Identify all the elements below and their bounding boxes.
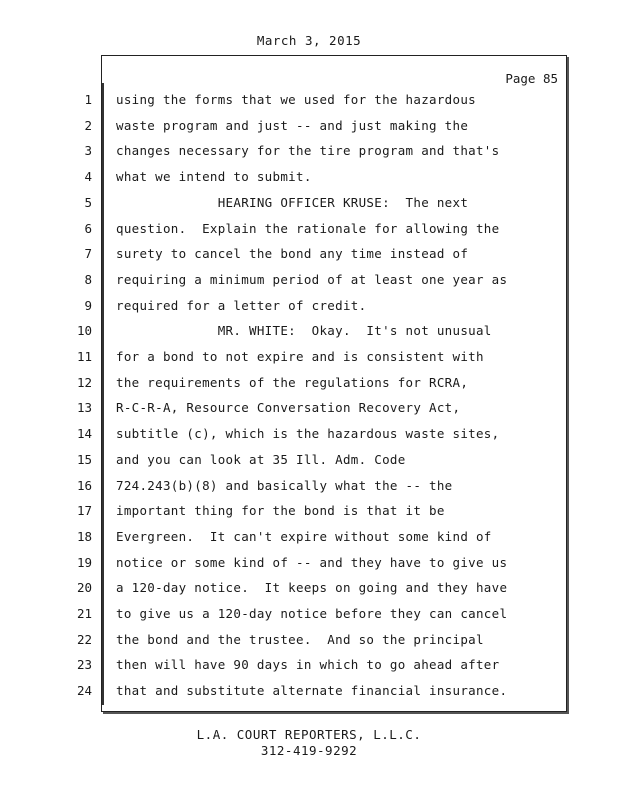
line-text: a 120-day notice. It keeps on going and they have (116, 580, 508, 595)
line-text: waste program and just -- and just making the (116, 118, 469, 133)
page-number: Page 85 (505, 71, 558, 86)
line-text: changes necessary for the tire program and that's (116, 143, 500, 158)
line-number: 16 (76, 478, 92, 493)
line-text: to give us a 120-day notice before they can cancel (116, 606, 508, 621)
line-number: 1 (84, 92, 92, 107)
line-text: using the forms that we used for the hazardous (116, 92, 476, 107)
line-number: 18 (76, 529, 92, 544)
line-number: 17 (76, 503, 92, 518)
line-text: requiring a minimum period of at least one year as (116, 272, 508, 287)
line-number: 8 (84, 272, 92, 287)
line-number: 20 (76, 580, 92, 595)
line-number: 22 (76, 632, 92, 647)
line-text: then will have 90 days in which to go ahead after (116, 657, 500, 672)
margin-rule (102, 83, 104, 705)
line-text: Evergreen. It can't expire without some kind of (116, 529, 492, 544)
line-number: 2 (84, 118, 92, 133)
line-number: 19 (76, 555, 92, 570)
line-number: 14 (76, 426, 92, 441)
line-number: 24 (76, 683, 92, 698)
line-number: 9 (84, 298, 92, 313)
line-text: R-C-R-A, Resource Conversation Recovery Act, (116, 400, 461, 415)
line-number: 3 (84, 143, 92, 158)
line-text: what we intend to submit. (116, 169, 312, 184)
line-number: 7 (84, 246, 92, 261)
line-text: subtitle (c), which is the hazardous waste sites, (116, 426, 500, 441)
line-number: 13 (76, 400, 92, 415)
line-text: the bond and the trustee. And so the principal (116, 632, 484, 647)
reporter-company: L.A. COURT REPORTERS, L.L.C. (196, 727, 422, 742)
line-text: important thing for the bond is that it be (116, 503, 445, 518)
line-number: 5 (84, 195, 92, 210)
line-number: 23 (76, 657, 92, 672)
line-number: 6 (84, 221, 92, 236)
line-number: 21 (76, 606, 92, 621)
line-number: 15 (76, 452, 92, 467)
reporter-phone: 312-419-9292 (260, 743, 358, 758)
line-text: required for a letter of credit. (116, 298, 367, 313)
line-text: MR. WHITE: Okay. It's not unusual (116, 323, 492, 338)
line-text: question. Explain the rationale for allowing the (116, 221, 500, 236)
line-text: and you can look at 35 Ill. Adm. Code (116, 452, 406, 467)
line-text: the requirements of the regulations for RCRA, (116, 375, 469, 390)
line-number: 10 (76, 323, 92, 338)
line-text: 724.243(b)(8) and basically what the -- the (116, 478, 453, 493)
line-number: 4 (84, 169, 92, 184)
line-number: 12 (76, 375, 92, 390)
line-number: 11 (76, 349, 92, 364)
line-text: HEARING OFFICER KRUSE: The next (116, 195, 469, 210)
line-text: that and substitute alternate financial insurance. (116, 683, 508, 698)
line-text: for a bond to not expire and is consistent with (116, 349, 484, 364)
transcript-date: March 3, 2015 (256, 33, 362, 48)
line-text: surety to cancel the bond any time instead of (116, 246, 469, 261)
line-text: notice or some kind of -- and they have to give us (116, 555, 508, 570)
